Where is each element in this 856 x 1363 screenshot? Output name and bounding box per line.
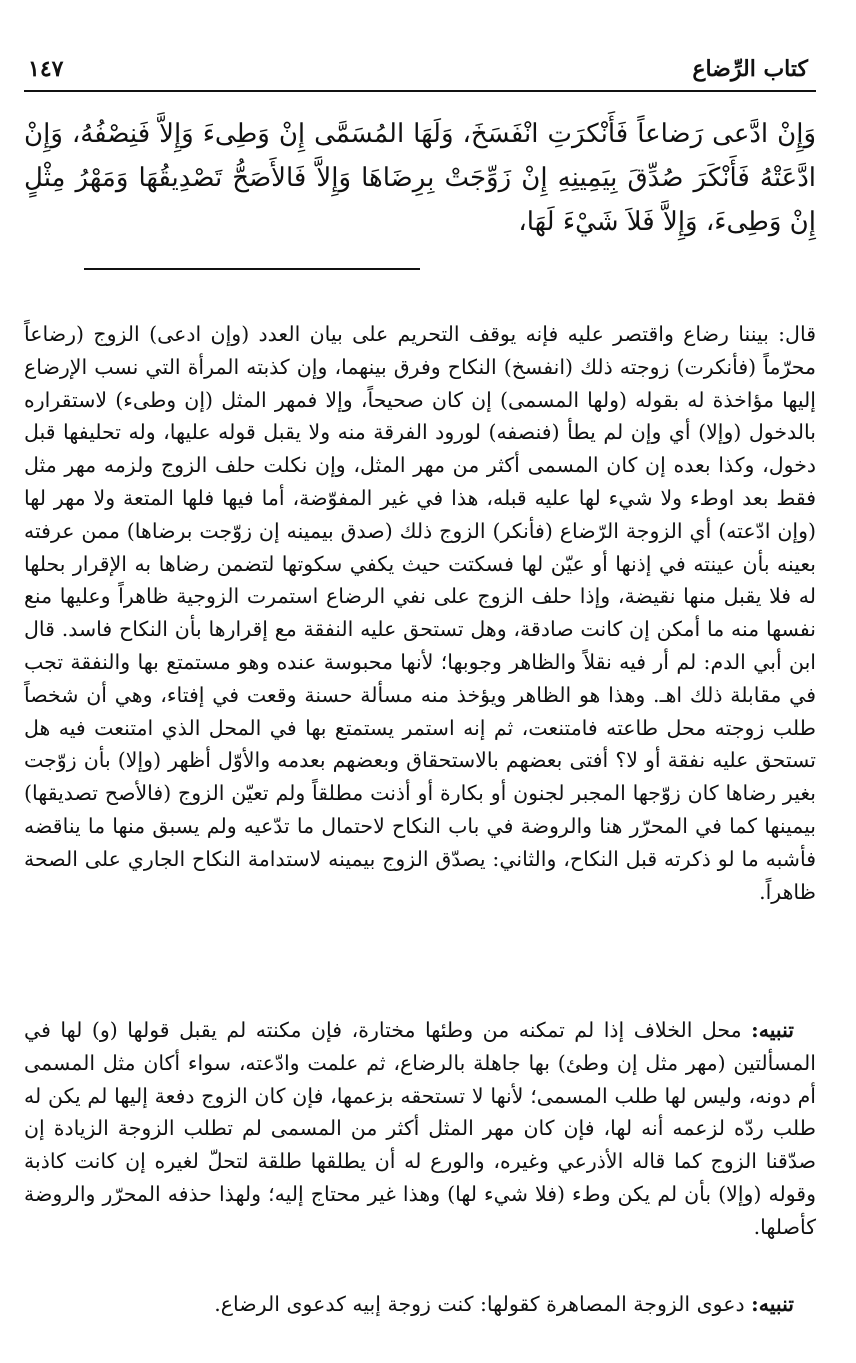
page-number: ١٤٧ (28, 56, 64, 82)
note-paragraph-1 (24, 1014, 816, 1244)
note-1-heading: تنبيه: (751, 1018, 794, 1042)
note-2-text: دعوى الزوجة المصاهرة كقولها: كنت زوجة إبيه كدعوى الرضاع. (214, 1292, 745, 1316)
matn-separator-line (84, 268, 420, 270)
note-1-text: محل الخلاف إذا لم تمكنه من وطئها مختارة، فإن مكنته لم يقبل قولها (و) لها في المسألتين (مهر مثل إن وطئ) بها جاهلة بالرضاع، ثم علمت وادّعته، سواء أكان مثل المسمى أم دونه، وليس لها طلب المسمى؛ لأنها لا تستحقه بزعمها، فإن كان الزوج دفعة إليها لم يكن له طلب ردّه لزعمه أنه لها، فإن كان مهر المثل أكثر من المسمى لم تطلب الزوجة الزيادة إن صدّقنا الزوج كما قاله الأذرعي وغيره، والورع له أن يطلقها طلقة لتحلّ لغيره إن كانت كاذبة وقوله (وإلا) بأن لم يكن وطء (فلا شيء لها) وهذا غير محتاج إليه؛ ولهذا حذفه المحرّر والروضة كأصلها. (24, 1018, 816, 1239)
matn-text: وَإِنْ ادَّعى رَضاعاً فَأَنْكرَتِ انْفَسَخَ، وَلَهَا المُسَمَّى إِنْ وَطِىءَ وَإِلاَّ فَنِصْفُهُ، وَإِنْ ادَّعَتْهُ فَأَنْكَرَ صُدِّقَ بِيَمِينِهِ إِنْ زَوِّجَتْ بِرِضَاهَا وَإِلاَّ فَالأَصَحُّ تَصْدِيقُهَا وَمَهْرُ مِثْلٍ إِنْ وَطِىءَ، وَإِلاَّ فَلاَ شَيْءَ لَهَا، (24, 119, 816, 237)
note-paragraph-2 (24, 1288, 816, 1321)
book-page (24, 0, 816, 1363)
note-2-heading: تنبيه: (751, 1292, 794, 1316)
commentary-text: قال: بيننا رضاع واقتصر عليه فإنه يوقف التحريم على بيان العدد (وإن ادعى) الزوج (رضاعاً محرّماً (فأنكرت) زوجته ذلك (انفسخ) النكاح وفرق بينهما، وإن كذبته المرأة التي نسب الإرضاع إليها مؤاخذة له بقوله (ولها المسمى) إن كان صحيحاً، وإلا فمهر المثل (إن وطىء) لاستقراره بالدخول (وإلا) أي وإن لم يطأ (فنصفه) لورود الفرقة منه ولا يقبل قوله عليها، وله تحليفها قبل دخول، وكذا بعده إن كان المسمى أكثر من مهر المثل، وإن نكلت حلف الزوج ولزمه مهر مثل فقط بعد اوطء ولا شيء لها عليه قبله، هذا في غير المفوّضة، أما فيها فلها المتعة ولا مهر لها (وإن ادّعته) أي الزوجة الرّضاع (فأنكر) الزوج ذلك (صدق بيمينه إن زوّجت برضاها) ممن عرفته بعينه بأن عينته في إذنها أو عيّن لها فسكتت حيث يكفي سكوتها لتضمن رضاها به الإقرار بحلها له فلا يقبل منها نقيضة، وإذا حلف الزوج على نفي الرضاع استمرت الزوجية ظاهراً وعليها منع نفسها منه ما أمكن إن كانت صادقة، وهل تستحق عليه النفقة مع إقرارها بأن النكاح فاسد. قال ابن أبي الدم: لم أر فيه نقلاً والظاهر وجوبها؛ لأنها محبوسة عنده وهو مستمتع بها والنفقة تجب في مقابلة ذلك اهـ. وهذا هو الظاهر ويؤخذ منه مسألة حسنة وقعت في إفتاء، وهي أن شخصاً طلب زوجته محل طاعته فامتنعت، ثم إنه استمر يستمتع بها في المحل الذي امتنعت فيه هل تستحق عليه نفقة أو لا؟ أفتى بعضهم بالاستحقاق وبعضهم بعدمه والأوّل أظهر (وإلا) بأن زوّجت بغير رضاها كان زوّجها المجبر لجنون أو بكارة أو أذنت مطلقاً ولم تعيّن الزوج (فالأصح تصديقها) بيمينها كما في المحرّر هنا والروضة في باب النكاح لاحتمال ما تدّعيه ولم يسبق منها ما يناقضه فأشبه ما لو ذكرته قبل النكاح، والثاني: يصدّق الزوج بيمينه لاستدامة النكاح الجاري على الصحة ظاهراً. (24, 322, 816, 904)
running-header (24, 52, 816, 92)
chapter-title: كتاب الرِّضاع (692, 56, 808, 82)
